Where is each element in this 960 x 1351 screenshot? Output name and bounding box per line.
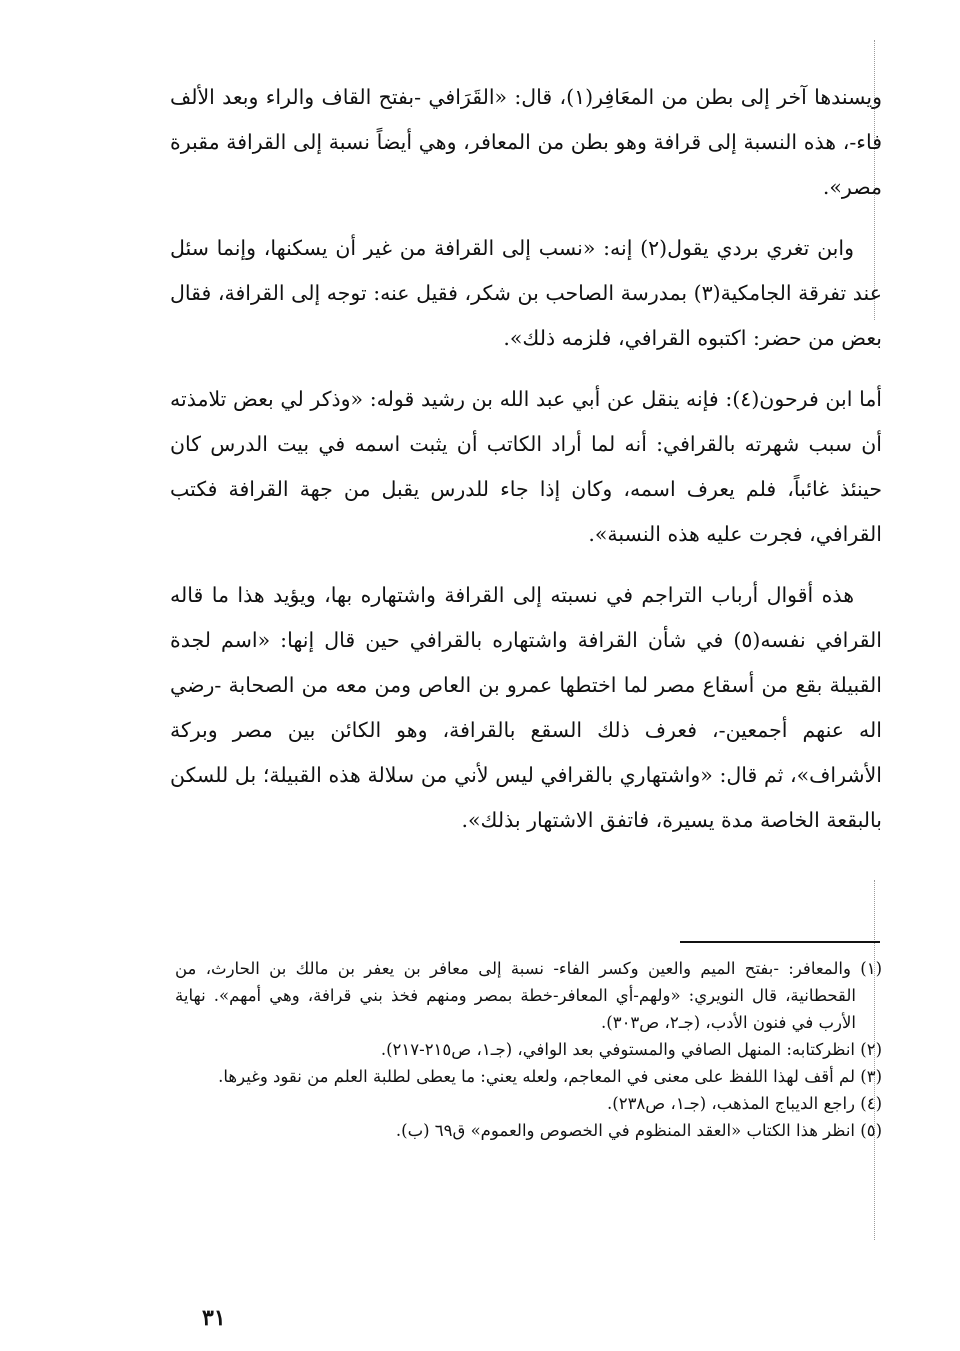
paragraph: وابن تغري بردي يقول(٢) إنه: «نسب إلى القرافة من غير أن يسكنها، وإنما سئل عند تفرقة الجامكية(٣) بمدرسة الصاحب بن شكر، فقيل عنه: توجه إلى القرافة، فقال بعض من حضر: اكتبوه القرافي، فلزمه ذلك». xyxy=(170,236,882,350)
paragraph: أما ابن فرحون(٤): فإنه ينقل عن أبي عبد الله بن رشيد قوله: «وذكر لي بعض تلامذته أن سبب شهرته بالقرافي: أنه لما أراد الكاتب أن يثبت اسمه في بيت الدرس كان حينئذ غائباً، فلم يعرف اسمه، وكان إذا جاء للدرس يقبل من جهة القرافة فكتب القرافي، فجرت عليه هذه النسبة». xyxy=(170,387,883,546)
footnote: (٣) لم أقف لهذا اللفظ على معنى في المعاجم، ولعله يعني: ما يعطى لطلبة العلم من نقود وغيرها. xyxy=(218,1067,882,1086)
footnote: (٤) راجع الديباج المذهب، (جـ١، ص٢٣٨). xyxy=(607,1094,882,1113)
paragraph: ويسندها آخر إلى بطن من المعَافِر(١)، قال: «القَرَافي -بفتح القاف والراء وبعد الألف فاء-، هذه النسبة إلى قرافة وهو بطن من المعافر، وهي أيضاً نسبة إلى القرافة مقبرة مصر». xyxy=(170,85,883,199)
main-text xyxy=(170,75,882,859)
paragraph: هذه أقوال أرباب التراجم في نسبته إلى القرافة واشتهاره بها، ويؤيد هذا ما قاله القرافي نفسه(٥) في شأن القرافة واشتهاره بالقرافي حين قال إنها: «اسم لجدة القبيلة بقع من أسقاع مصر لما اختطها عمرو بن العاص ومن معه من الصحابة -رضي اله عنهم أجمعين-، فعرف ذلك السقع بالقرافة، وهو الكائن بين مصر وبركة الأشراف»، ثم قال: «واشتهاري بالقرافي ليس لأني من سلالة هذه القبيلة؛ بل للسكن بالبقعة الخاصة مدة يسيرة، فاتفق الاشتهار بذلك». xyxy=(170,583,882,832)
footnote: (١) والمعافر: -بفتح الميم والعين وكسر الفاء- نسبة إلى معافر بن يعفر بن مالك بن الحارث، من القحطانية، قال النويري: «ولهم-أي المعافر-خطة بمصر ومنهم فخذ بني قرافة، وهي أمهم». نهاية الأرب في فنون الأدب، (جـ٢، ص٣٠٣). xyxy=(175,959,882,1032)
footnote: (٢) انظركتابه: المنهل الصافي والمستوفي بعد الوافي، (جـ١، ص٢١٥-٢١٧). xyxy=(380,1040,882,1059)
page-number: ٣١ xyxy=(202,1305,226,1331)
footnote: (٥) انظر هذا الكتاب «العقد المنظوم في الخصوص والعموم» ق٦٩ (ب). xyxy=(395,1121,882,1140)
footnote-divider xyxy=(680,941,880,943)
footnotes xyxy=(175,955,882,1144)
